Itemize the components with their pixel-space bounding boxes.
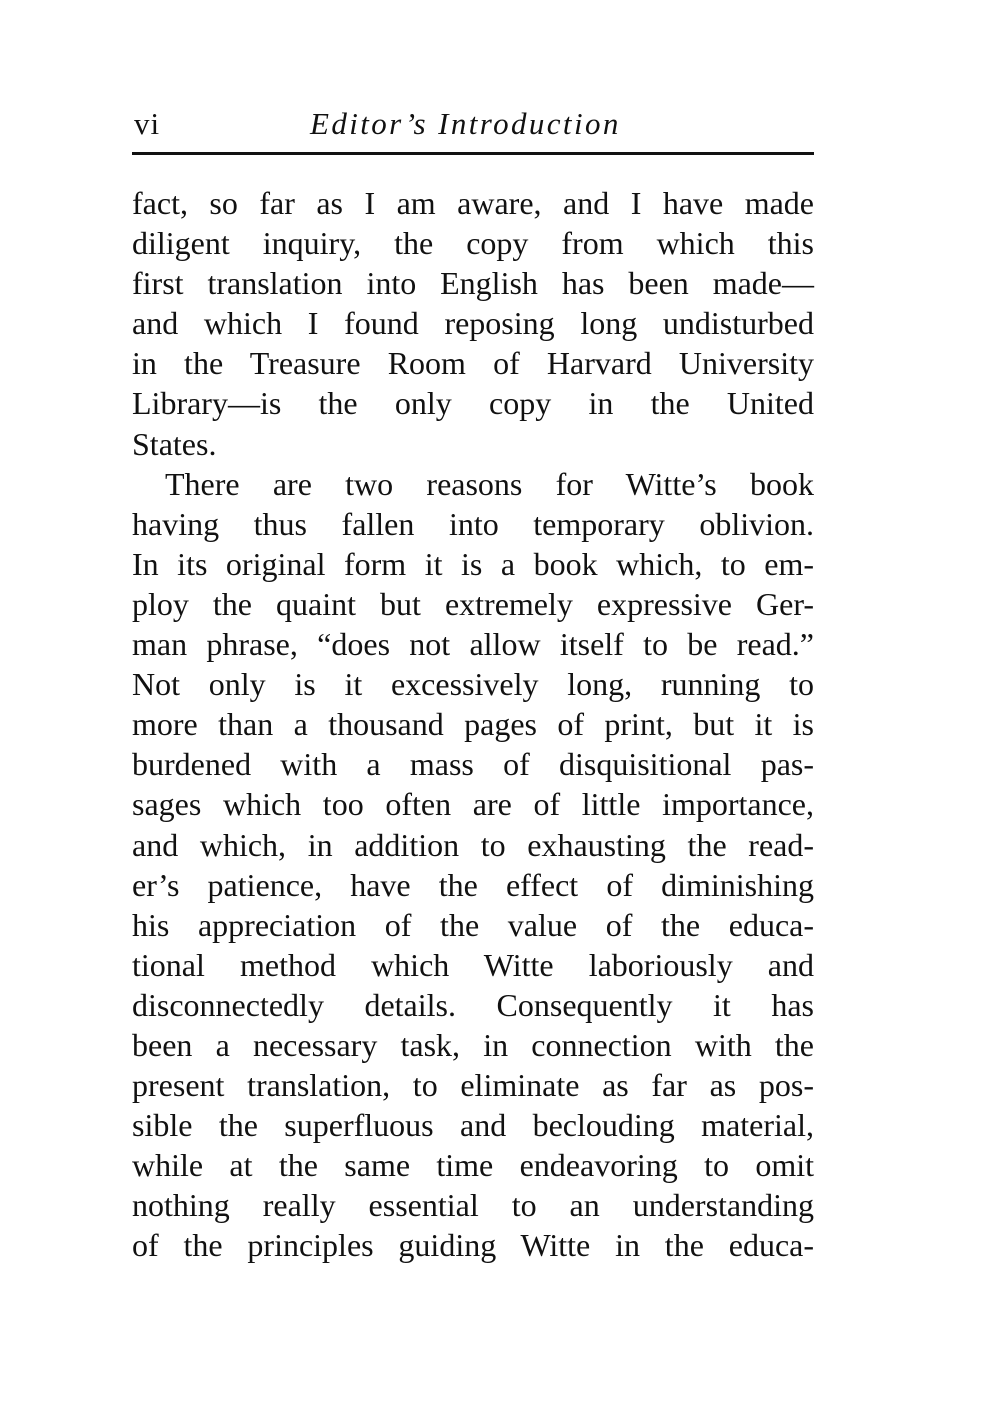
- text-line: nothing really essential to an understanding: [132, 1187, 814, 1224]
- text-line: present translation, to eliminate as far as pos-: [132, 1067, 814, 1104]
- text-line: disconnectedly details. Consequently it has: [132, 986, 814, 1023]
- text-line: more than a thousand pages of print, but it is: [132, 706, 814, 743]
- text-line: diligent inquiry, the copy from which this: [132, 225, 814, 262]
- text-line: of the principles guiding Witte in the educa-: [132, 1227, 814, 1264]
- text-line: tional method which Witte laboriously and: [132, 946, 814, 983]
- paragraph-2: [132, 464, 814, 1266]
- text-line: and which, in addition to exhausting the read-: [132, 826, 814, 863]
- paragraph-1: [132, 183, 814, 464]
- text-line: his appreciation of the value of the educa-: [132, 906, 814, 943]
- text-line: Not only is it excessively long, running to: [132, 666, 814, 703]
- text-line: sages which too often are of little importance,: [132, 786, 814, 823]
- text-line: in the Treasure Room of Harvard University: [132, 345, 814, 382]
- body-text: [132, 183, 814, 1266]
- text-line: States.: [132, 425, 217, 462]
- text-line: burdened with a mass of disquisitional pas-: [132, 746, 814, 783]
- text-line: sible the superfluous and beclouding material,: [132, 1107, 814, 1144]
- text-line: while at the same time endeavoring to omit: [132, 1147, 814, 1184]
- text-line: first translation into English has been made—: [132, 265, 814, 302]
- page-number: vi: [134, 106, 161, 141]
- text-line: man phrase, “does not allow itself to be read.”: [132, 626, 814, 663]
- text-line: fact, so far as I am aware, and I have made: [132, 185, 814, 221]
- text-line: er’s patience, have the effect of diminishing: [132, 866, 814, 903]
- text-line: In its original form it is a book which, to em-: [132, 545, 814, 582]
- text-line: and which I found reposing long undisturbed: [132, 305, 814, 342]
- running-title: Editor’s Introduction: [310, 106, 621, 141]
- text-line: There are two reasons for Witte’s book: [165, 465, 814, 502]
- text-line: having thus fallen into temporary oblivion.: [132, 505, 814, 542]
- text-line: Library—is the only copy in the United: [132, 385, 814, 422]
- running-header: [132, 100, 814, 155]
- text-line: ploy the quaint but extremely expressive Ger-: [132, 585, 814, 622]
- text-line: been a necessary task, in connection with the: [132, 1026, 814, 1063]
- book-page: [132, 100, 814, 1266]
